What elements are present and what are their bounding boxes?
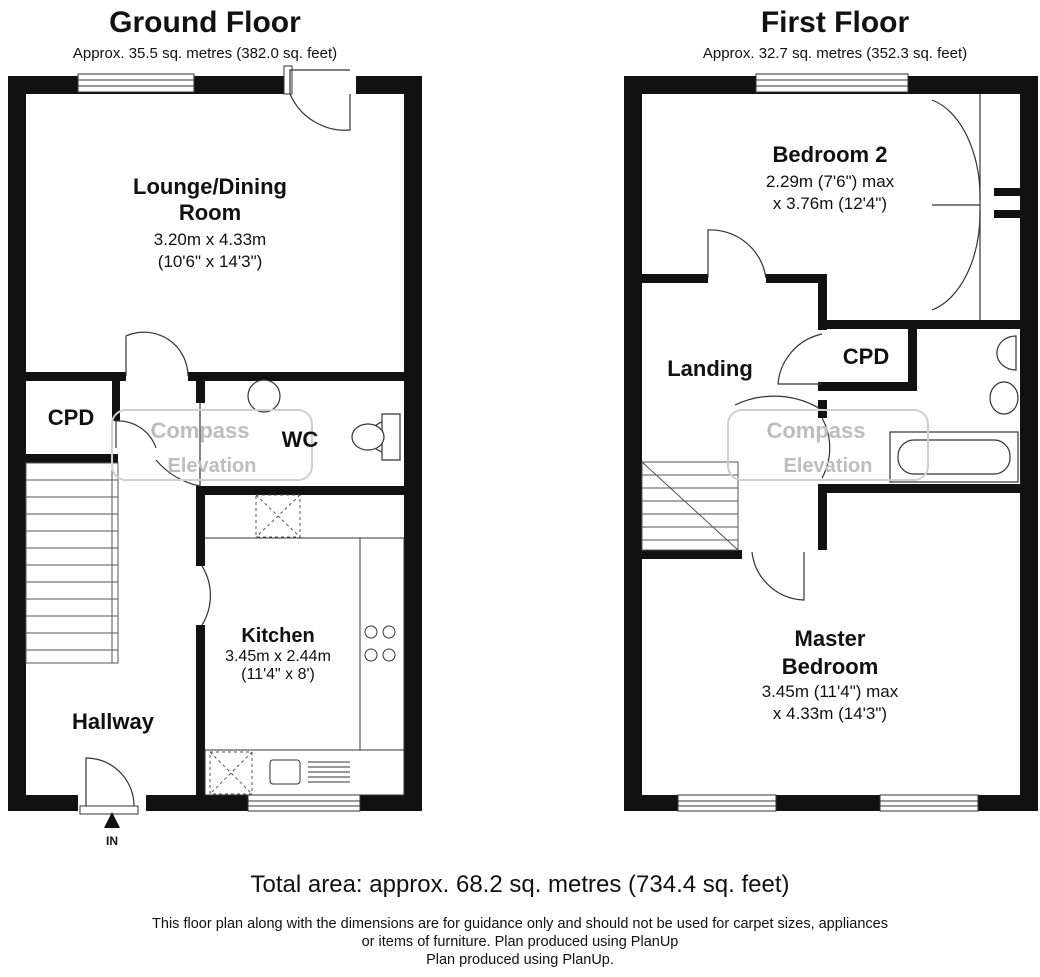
landing-label: Landing [667, 356, 753, 381]
lounge-dimensions-imperial: (10'6" x 14'3") [157, 252, 263, 271]
ground-floor-title: Ground Floor [109, 6, 301, 39]
first-wall-bottom-right [978, 795, 1038, 811]
bathroom-wall-top [818, 320, 1020, 329]
disclaimer-line2: or items of furniture. Plan produced using PlanUp [361, 934, 679, 950]
watermark-text: Compass [150, 418, 250, 443]
bedroom2-label: Bedroom 2 [772, 142, 888, 167]
cpd-first-wall-bottom [818, 382, 917, 391]
bedroom2-dimensions-width: 2.29m (7'6") max [765, 172, 895, 191]
master-door-swing [752, 552, 804, 600]
master-window-left [678, 795, 776, 811]
kitchen-wall-left-bottom [196, 625, 205, 795]
bathroom-toilet [997, 336, 1016, 370]
watermark-text: Elevation [783, 455, 873, 477]
first-cpd-label: CPD [842, 344, 890, 369]
kitchen-dimensions-metric: 3.45m x 2.44m [225, 648, 331, 665]
ground-stairs [26, 463, 118, 663]
entrance-label: IN [106, 834, 118, 848]
hallway-label: Hallway [72, 709, 154, 734]
wc-basin [248, 380, 280, 412]
cpd-wall-bottom [26, 454, 118, 463]
first-stairs [642, 462, 738, 550]
watermark-text: Elevation [167, 455, 257, 477]
kitchen-sink [270, 760, 300, 784]
master-wall-left [818, 484, 827, 550]
total-area: Total area: approx. 68.2 sq. metres (734.4 sq. feet) [250, 871, 790, 898]
cpd-first-wall-right [908, 320, 917, 390]
ground-wall-bottom-right [360, 795, 422, 811]
stairs-wall [642, 550, 742, 559]
kitchen-worktop-right [360, 538, 404, 750]
lounge-window [78, 74, 194, 92]
ground-wall-right [404, 76, 422, 811]
bedroom2-door-swing [708, 230, 766, 278]
lounge-name-line2: Room [178, 200, 242, 225]
bathroom-wall-bottom [818, 484, 1020, 493]
wc-wall-bottom [196, 486, 404, 495]
master-window-right [880, 795, 978, 811]
kitchen-wall-left-top [196, 486, 205, 566]
lounge-dimensions-metric: 3.20m x 4.33m [153, 230, 267, 249]
lounge-bottom-wall-right [188, 372, 404, 381]
ground-cpd-label: CPD [47, 405, 95, 430]
lounge-rear-door-gap [288, 74, 356, 96]
lounge-bottom-wall-left [26, 372, 126, 381]
kitchen-window [248, 795, 360, 811]
bedroom2-wall-bottom-left [642, 274, 708, 283]
landing-arc [735, 396, 822, 410]
master-dimensions-length: x 4.33m (14'3") [772, 704, 888, 723]
kitchen-worktop-bottom [205, 750, 404, 795]
lounge-name-line1: Lounge/Dining [133, 174, 287, 199]
master-name-line1: Master [794, 626, 866, 651]
first-wall-bottom-mid [776, 795, 880, 811]
first-wall-left [624, 76, 642, 811]
kitchen-label: Kitchen [241, 625, 315, 647]
disclaimer-line3: Plan produced using PlanUp. [426, 952, 614, 968]
bathroom-basin [990, 382, 1018, 414]
disclaimer-line1: This floor plan along with the dimensions are for guidance only and should not be used for carpet sizes, appliances [152, 916, 888, 932]
ground-wall-bottom-left [8, 795, 78, 811]
lounge-hall-door-swing [126, 332, 188, 376]
first-wall-bottom-left [624, 795, 678, 811]
first-floor-title: First Floor [760, 6, 910, 39]
watermark-text: Compass [766, 418, 866, 443]
bedroom2-wall-bottom-right [766, 274, 826, 283]
kitchen-door-swing [202, 566, 210, 625]
bedroom2-dimensions-length: x 3.76m (12'4") [772, 194, 888, 213]
kitchen-dimensions-imperial: (11'4" x 8') [241, 666, 315, 683]
first-floor-area: Approx. 32.7 sq. metres (352.3 sq. feet) [702, 45, 968, 62]
ground-wall-top [8, 76, 422, 94]
first-wall-right [1020, 76, 1038, 811]
wc-wall-left [196, 381, 205, 403]
ground-wall-bottom-mid [146, 795, 248, 811]
ground-wall-left [8, 76, 26, 811]
master-dimensions-width: 3.45m (11'4") max [761, 682, 899, 701]
wc-label: WC [281, 427, 319, 452]
cpd-first-door-swing [778, 334, 822, 384]
master-name-line2: Bedroom [781, 654, 879, 679]
ground-floor-area: Approx. 35.5 sq. metres (382.0 sq. feet) [72, 45, 338, 62]
bedroom2-window [756, 74, 908, 92]
